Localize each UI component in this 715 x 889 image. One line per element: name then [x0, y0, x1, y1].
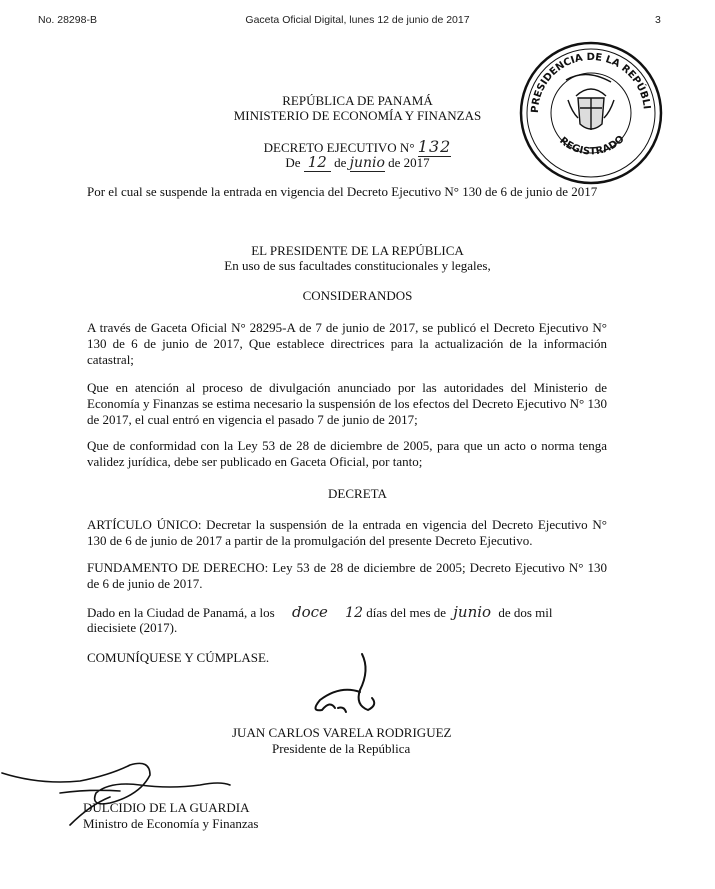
decree-label: DECRETO EJECUTIVO N° — [263, 140, 415, 155]
republic-title: REPÚBLICA DE PANAMÁ — [282, 93, 433, 108]
minister-title: Ministro de Economía y Finanzas — [83, 816, 259, 831]
decree-number-handwritten: 132 — [417, 137, 452, 156]
date-month-handwritten: junio — [349, 155, 385, 171]
decree-summary: Por el cual se suspende la entrada en vigencia del Decreto Ejecutivo N° 130 de 6 de junio de 2017 — [87, 184, 598, 199]
minister-name: DULCIDIO DE LA GUARDIA — [83, 800, 250, 815]
date-prefix: De — [285, 155, 301, 170]
considerandos-heading: CONSIDERANDOS — [302, 288, 413, 303]
dado-middle: días del mes de — [366, 605, 447, 620]
stamp-registered-text: REGISTRADO — [557, 133, 627, 158]
month-handwritten: junio — [453, 603, 492, 621]
day-words-handwritten: doce — [291, 603, 328, 621]
considerando-paragraph: A través de Gaceta Oficial N° 28295-A de 7 de junio de 2017, se publicó el Decreto Ejecutivo N° 130 de 6 de junio de 2017, Que establece directrices para la actualización de la información catastral; — [87, 320, 607, 367]
fundamento-de-derecho: FUNDAMENTO DE DERECHO: Ley 53 de 28 de diciembre de 2005; Decreto Ejecutivo N° 130 de 6 de junio de 2017. — [87, 560, 607, 591]
gazette-title: Gaceta Oficial Digital, lunes 12 de junio de 2017 — [245, 14, 470, 26]
gazette-number: No. 28298-B — [38, 14, 97, 26]
dado-en-line — [87, 604, 607, 621]
stamp-ring-text: PRESIDENCIA DE LA REPÚBLI — [529, 51, 652, 114]
date-mid: de — [334, 155, 347, 170]
date-day-handwritten: 12 — [304, 153, 331, 172]
president-signature — [300, 650, 400, 730]
dado-en-line2: diecisiete (2017). — [87, 620, 178, 635]
page-number: 3 — [655, 14, 661, 26]
decree-number-line — [0, 139, 715, 155]
president-title: Presidente de la República — [272, 741, 411, 756]
considerando-paragraph: Que de conformidad con la Ley 53 de 28 de diciembre de 2005, para que un acto o norma tenga validez jurídica, debe ser publicado en Gaceta Oficial, por tanto; — [87, 438, 607, 469]
ministry-title: MINISTERIO DE ECONOMÍA Y FINANZAS — [233, 108, 482, 123]
day-number-handwritten: 12 — [345, 605, 363, 621]
decreta-heading: DECRETA — [328, 486, 387, 501]
decree-date-line — [0, 155, 715, 171]
closing-formula: COMUNÍQUESE Y CÚMPLASE. — [87, 650, 270, 665]
authority-subtitle: En uso de sus facultades constitucionales y legales, — [224, 258, 491, 273]
considerando-paragraph: Que en atención al proceso de divulgación anunciado por las autoridades del Ministerio de Economía y Finanzas se estima necesario la suspensión de los efectos del Decreto Ejecutivo N° 130 de 2017, el cual entró en vigencia el pasado 7 de junio de 2017; — [87, 380, 607, 427]
dado-suffix: de dos mil — [498, 605, 553, 620]
articulo-unico: ARTÍCULO ÚNICO: Decretar la suspensión de la entrada en vigencia del Decreto Ejecutivo N° 130 de 6 de junio de 2017 a partir de la promulgación del presente Decreto Ejecutivo. — [87, 517, 607, 548]
authority-title: EL PRESIDENTE DE LA REPÚBLICA — [251, 243, 464, 258]
president-name: JUAN CARLOS VARELA RODRIGUEZ — [232, 725, 452, 740]
date-suffix: de 2017 — [388, 155, 430, 170]
dado-prefix: Dado en la Ciudad de Panamá, a los — [87, 605, 275, 620]
